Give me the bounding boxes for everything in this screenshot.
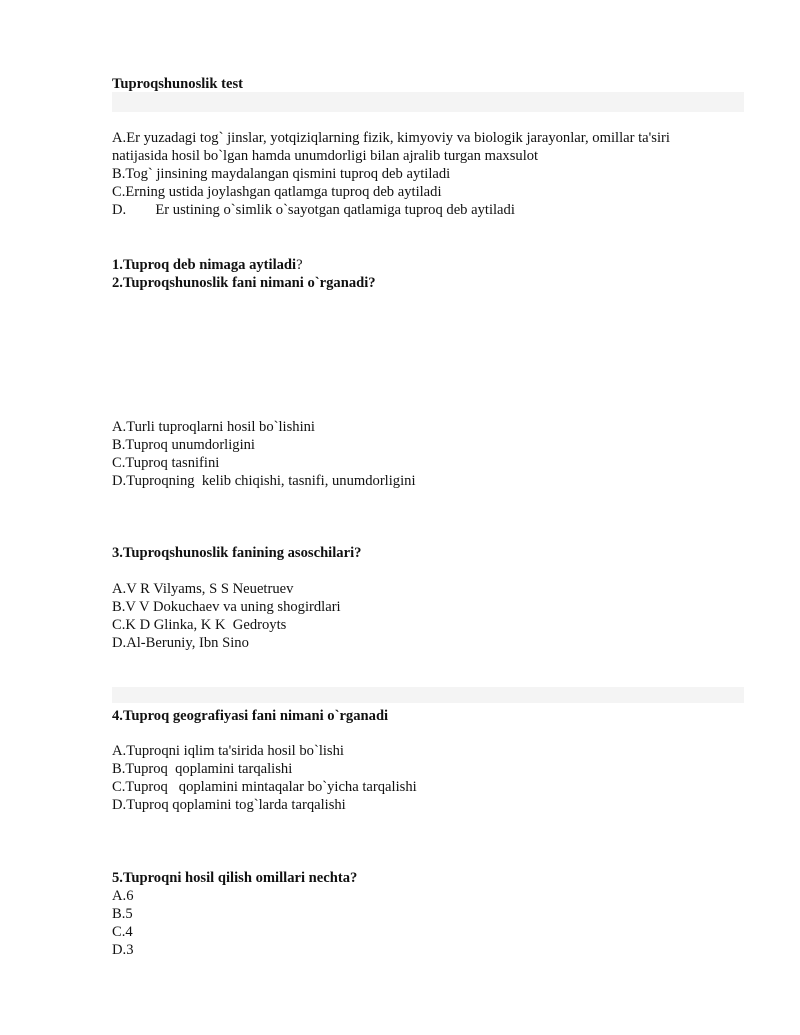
question-3: 3.Tuproqshunoslik fanining asoschilari?: [112, 545, 362, 561]
intro-option-a: A.Er yuzadagi tog` jinslar, yotqiziqlarning fizik, kimyoviy va biologik jarayonlar, omillar ta'siri: [112, 130, 670, 146]
question-3-option-a: A.V R Vilyams, S S Neuetruev: [112, 581, 294, 597]
question-2: 2.Tuproqshunoslik fani nimani o`rganadi?: [112, 275, 376, 291]
question-4-option-a: A.Tuproqni iqlim ta'sirida hosil bo`lishi: [112, 743, 344, 759]
question-5-option-b: B.5: [112, 906, 133, 922]
question-5-option-d: D.3: [112, 942, 134, 958]
question-3-option-c: C.K D Glinka, K K Gedroyts: [112, 617, 287, 633]
intro-option-a-continued: natijasida hosil bo`lgan hamda unumdorligi bilan ajralib turgan maxsulot: [112, 148, 539, 164]
question-2-option-b: B.Tuproq unumdorligini: [112, 437, 255, 453]
question-2-option-a: A.Turli tuproqlarni hosil bo`lishini: [112, 419, 315, 435]
document-title: Tuproqshunoslik test: [112, 76, 244, 92]
intro-option-c: C.Erning ustida joylashgan qatlamga tuproq deb aytiladi: [112, 184, 442, 200]
question-1: [112, 256, 303, 274]
intro-option-b: B.Tog` jinsining maydalangan qismini tuproq deb aytiladi: [112, 166, 451, 182]
question-1-text: 1.Tuproq deb nimaga aytiladi: [112, 257, 297, 273]
question-4-option-b: B.Tuproq qoplamini tarqalishi: [112, 761, 293, 777]
question-1-mark: ?: [296, 257, 303, 273]
question-4-option-d: D.Tuproq qoplamini tog`larda tarqalishi: [112, 797, 346, 813]
question-3-option-d: D.Al-Beruniy, Ibn Sino: [112, 635, 249, 651]
question-3-option-b: B.V V Dokuchaev va uning shogirdlari: [112, 599, 341, 615]
question-4: 4.Tuproq geografiyasi fani nimani o`rganadi: [112, 708, 389, 724]
question-2-option-c: C.Tuproq tasnifini: [112, 455, 220, 471]
question-4-option-c: C.Tuproq qoplamini mintaqalar bo`yicha tarqalishi: [112, 779, 417, 795]
shaded-band: [112, 687, 744, 703]
question-5-option-c: C.4: [112, 924, 133, 940]
question-5-option-a: A.6: [112, 888, 134, 904]
question-2-option-d: D.Tuproqning kelib chiqishi, tasnifi, unumdorligini: [112, 473, 416, 489]
shaded-band: [112, 92, 744, 112]
intro-option-d: D. Er ustining o`simlik o`sayotgan qatlamiga tuproq deb aytiladi: [112, 202, 515, 218]
question-5: 5.Tuproqni hosil qilish omillari nechta?: [112, 870, 358, 886]
